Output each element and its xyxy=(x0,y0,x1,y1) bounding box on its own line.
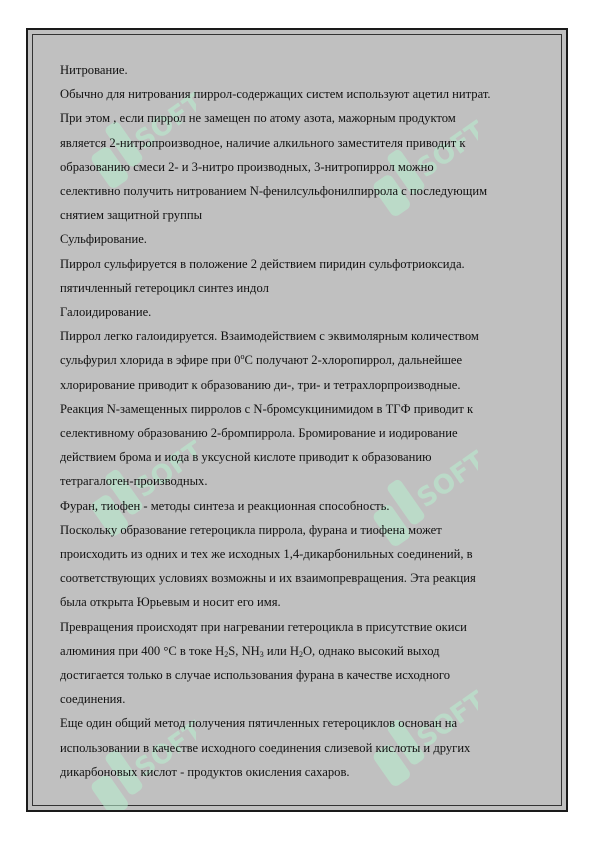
text-line: селективно получить нитрованием N-фенилсульфонилпиррола с последующим xyxy=(60,184,488,199)
subscript: 2 xyxy=(298,649,303,659)
text-line: использовании в качестве исходного соединения слизевой кислоты и других xyxy=(60,740,471,755)
text-line: Обычно для нитрования пиррол-содержащих систем используют ацетил нитрат. xyxy=(60,87,491,102)
svg-text:SOFT: SOFT xyxy=(129,435,196,505)
text-segment: O, однако высокий выход xyxy=(302,643,440,658)
heading-halogenation: Галоидирование. xyxy=(60,305,152,320)
text-line: образованию смеси 2- и 3-нитро производных, 3-нитропиррол можно xyxy=(60,159,434,174)
text-line: Пиррол легко галоидируется. Взаимодействием с эквимолярным количеством xyxy=(60,329,479,344)
subscript: 2 xyxy=(224,649,229,659)
document-body xyxy=(60,58,546,784)
heading-nitration: Нитрование. xyxy=(60,63,128,77)
document-page xyxy=(26,28,568,812)
svg-text:SOFT: SOFT xyxy=(129,715,196,785)
svg-text:SOFT: SOFT xyxy=(411,115,478,185)
text-line: Еще один общий метод получения пятичленных гетероциклов основан на xyxy=(60,716,458,731)
text-line: селективному образованию 2-бромпиррола. Бромирование и иодирование xyxy=(60,426,458,441)
subscript: 3 xyxy=(259,649,264,659)
text-line: хлорирование приводит к образованию ди-, три- и тетрахлорпроизводные. xyxy=(60,377,461,392)
text-line: соответствующих условиях возможны и их взаимопревращения. Эта реакция xyxy=(60,571,476,586)
text-line: Реакция N-замещенных пирролов с N-бромсукцинимидом в ТГФ приводит к xyxy=(60,401,474,416)
text-line: При этом , если пиррол не замещен по атому азота, мажорным продуктом xyxy=(60,111,456,126)
text-segment: С получают 2-хлоропиррол, дальнейшее xyxy=(244,353,463,368)
text-line: пятичленный гетероцикл синтез индол xyxy=(60,280,269,295)
text-segment: или H xyxy=(263,643,299,658)
text-line: соединения. xyxy=(60,692,126,707)
svg-text:SOFT: SOFT xyxy=(411,685,478,755)
text-line: снятием защитной группы xyxy=(60,208,203,223)
heading-furan-thiophene: Фуран, тиофен - методы синтеза и реакционная способность. xyxy=(60,498,390,513)
text-line: Превращения происходят при нагревании гетероцикла в присутствие окиси xyxy=(60,619,467,634)
degree-sup: o xyxy=(240,352,245,362)
text-line: тетрагалоген-производных. xyxy=(60,474,208,489)
svg-text:SOFT: SOFT xyxy=(411,445,478,515)
watermark-text: SOFT xyxy=(129,87,196,157)
heading-sulfonation: Сульфирование. xyxy=(60,232,147,247)
text-line: была открыта Юрьевым и носит его имя. xyxy=(60,595,281,610)
text-line: действием брома и иода в уксусной кислоте приводит к образованию xyxy=(60,450,432,465)
text-line: является 2-нитропроизводное, наличие алкильного заместителя приводит к xyxy=(60,135,466,150)
text-segment: алюминия при 400 °С в токе H xyxy=(60,643,225,658)
text-segment: S, NH xyxy=(228,643,260,658)
text-line: Поскольку образование гетероцикла пиррола, фурана и тиофена может xyxy=(60,522,442,537)
text-line: дикарбоновых кислот - продуктов окисления сахаров. xyxy=(60,764,350,779)
text-line xyxy=(60,639,546,663)
text-segment: сульфурил хлорида в эфире при 0 xyxy=(60,353,241,368)
text-line: достигается только в случае использования фурана в качестве исходного xyxy=(60,668,451,683)
text-line: Пиррол сульфируется в положение 2 действием пиридин сульфотриоксида. xyxy=(60,256,465,271)
text-line xyxy=(60,348,546,372)
text-line: происходить из одних и тех же исходных 1,4-дикарбонильных соединений, в xyxy=(60,547,473,562)
